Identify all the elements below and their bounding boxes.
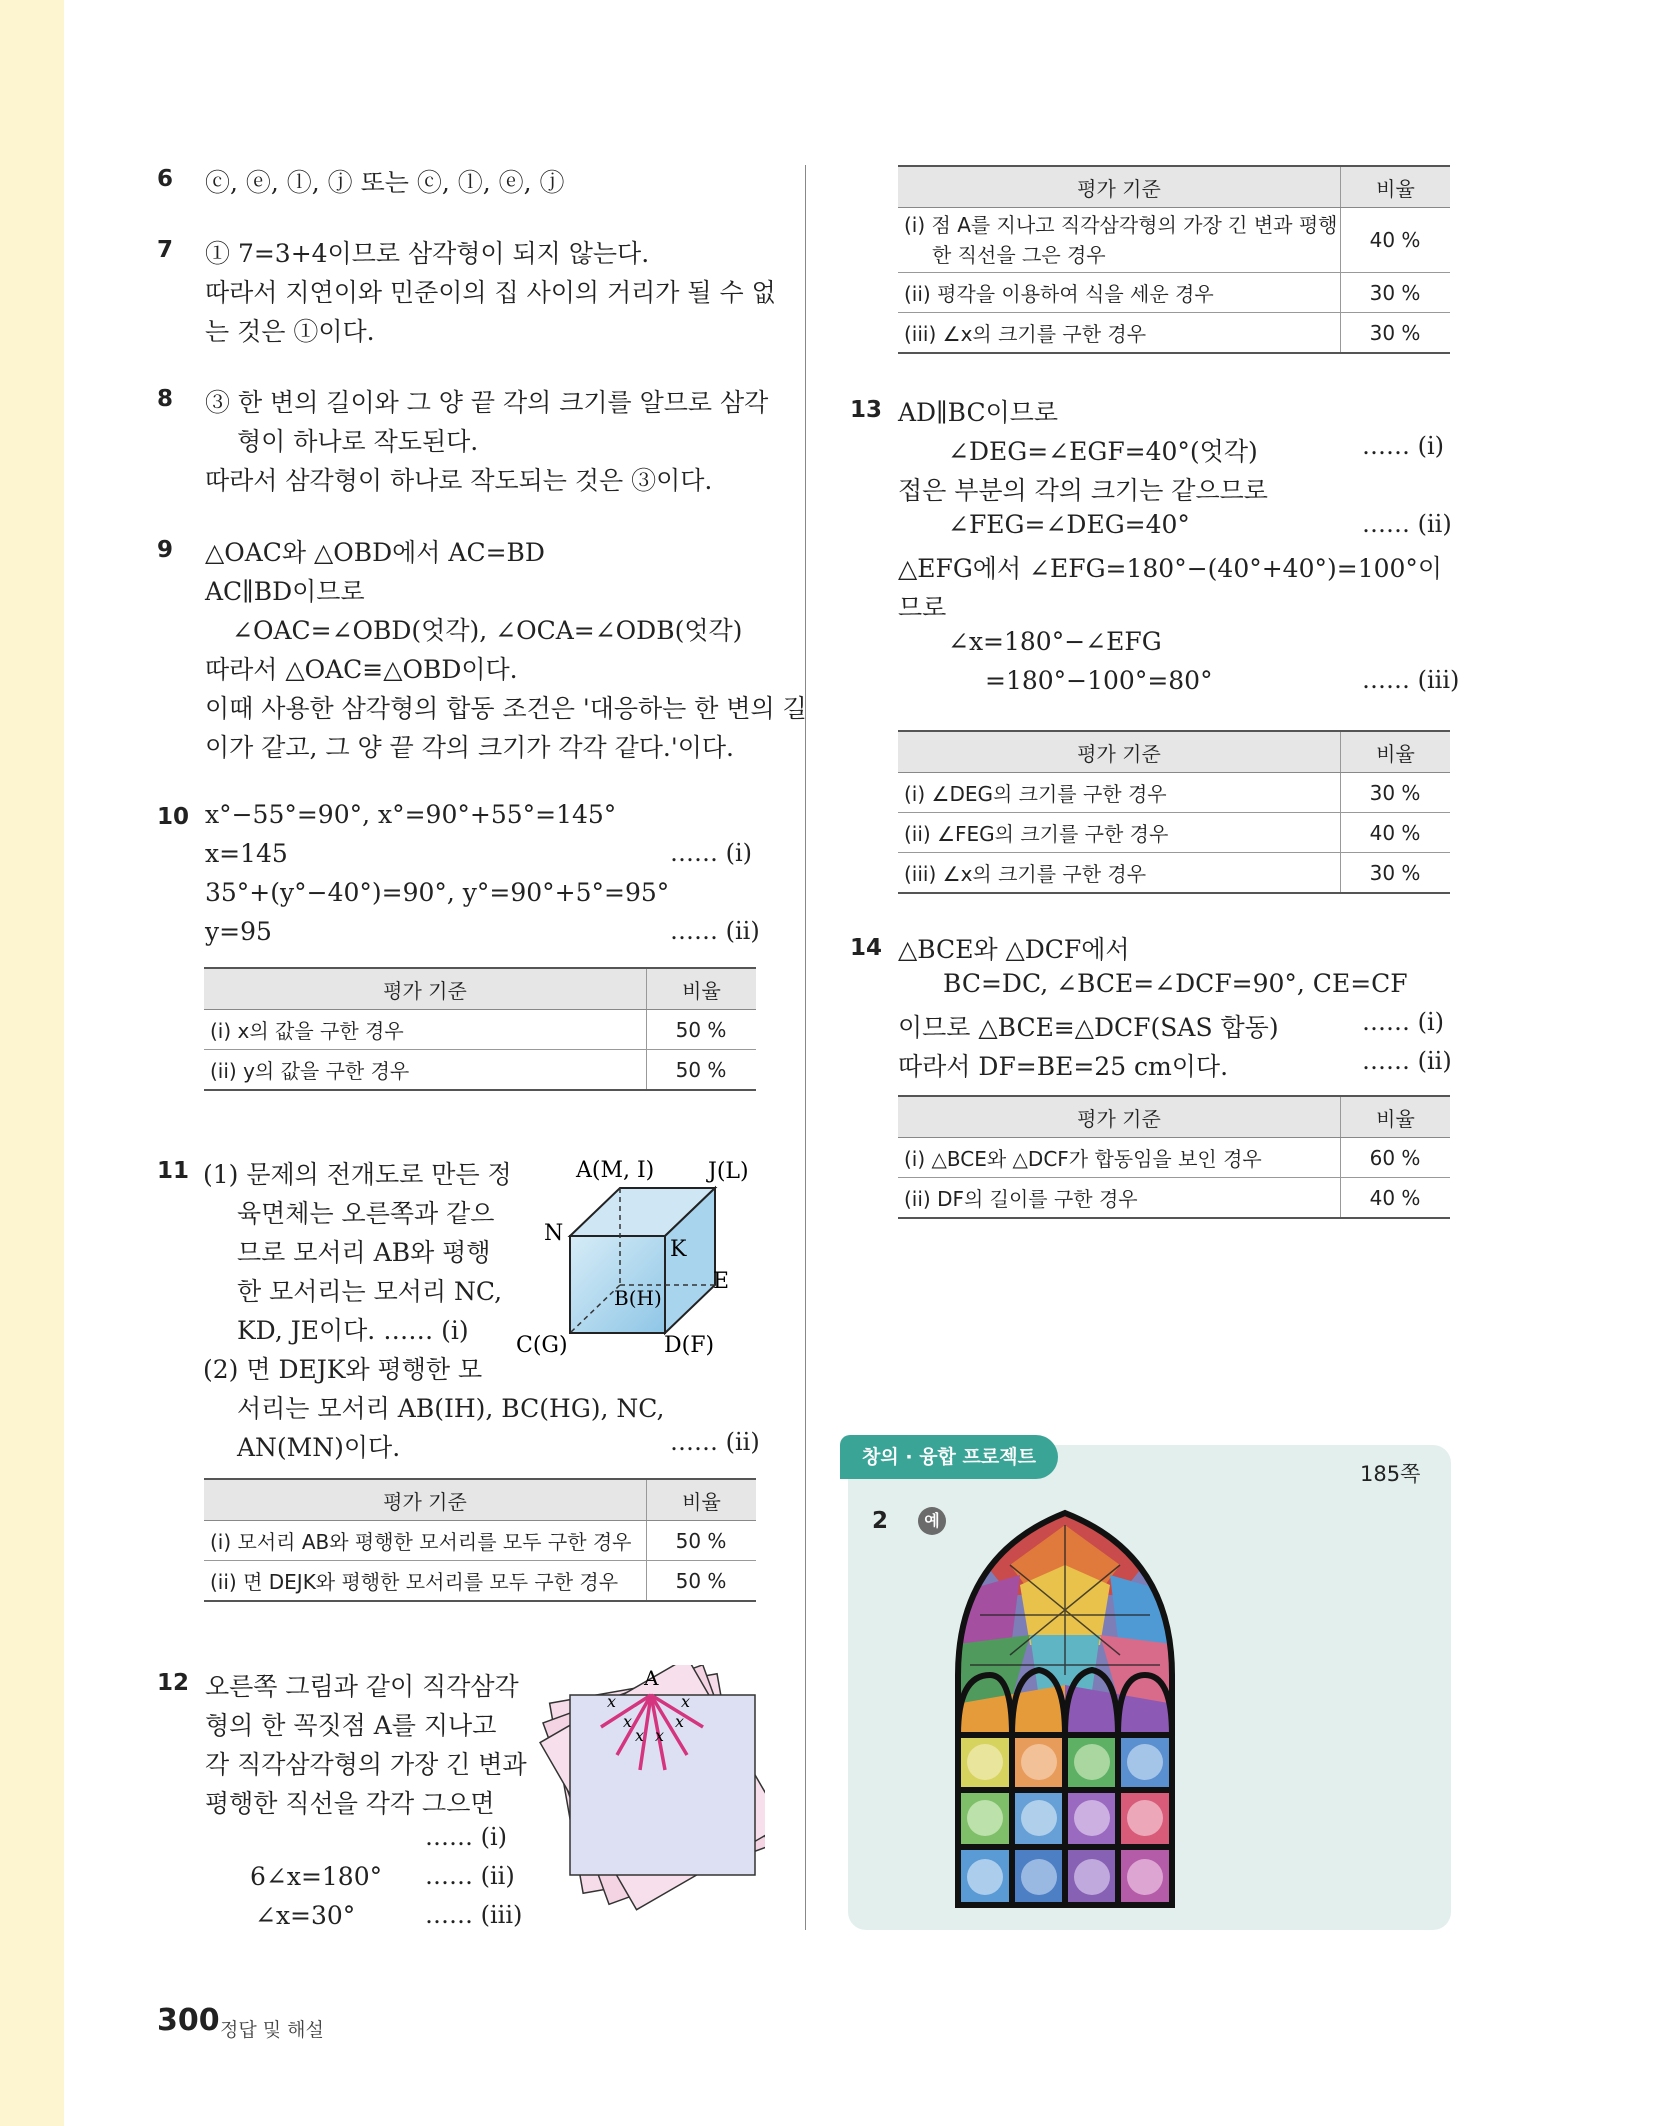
- column-divider: [805, 165, 806, 1930]
- rubric-criterion: (i) ∠DEG의 크기를 구한 경우: [898, 773, 1341, 813]
- stained-glass-window: [950, 1505, 1180, 1910]
- cube-label: C(G): [516, 1333, 568, 1358]
- project-number: 2: [872, 1508, 889, 1534]
- rubric-header: 평가 기준: [898, 166, 1341, 208]
- page-margin-band: [0, 0, 64, 2126]
- q7-line: 는 것은 ①이다.: [205, 317, 375, 346]
- page-label: 정답 및 해설: [220, 2019, 324, 2041]
- q13-rubric-table: [898, 730, 1450, 894]
- q9-line: AC∥BD이므로: [205, 577, 365, 606]
- table-row: [204, 1050, 756, 1091]
- q10-rubric-table: [204, 967, 756, 1091]
- folded-paper-figure: [535, 1665, 765, 1925]
- rubric-header: 비율: [1341, 1096, 1451, 1138]
- q11-number: 11: [157, 1158, 190, 1184]
- q14-number: 14: [850, 935, 883, 961]
- project-tab: 창의 · 융합 프로젝트: [840, 1435, 1058, 1479]
- q13-line: △EFG에서 ∠EFG=180°−(40°+40°)=100°이: [898, 554, 1443, 583]
- rubric-criterion: 한 직선을 그은 경우: [932, 243, 1106, 267]
- q9-line: 이때 사용한 삼각형의 합동 조건은 '대응하는 한 변의 길: [205, 694, 807, 723]
- table-row: [898, 773, 1450, 813]
- table-row: [204, 1561, 756, 1602]
- rubric-ratio: 60 %: [1341, 1138, 1451, 1178]
- q7-number: 7: [157, 237, 174, 263]
- rubric-header: 평가 기준: [898, 731, 1341, 773]
- q10-line: 35°+(y°−40°)=90°, y°=90°+5°=95°: [205, 878, 670, 907]
- q11-mark: …… (ii): [670, 1428, 760, 1456]
- q12-line: 형의 한 꼭짓점 A를 지나고: [205, 1711, 497, 1740]
- q8-line: 따라서 삼각형이 하나로 작도되는 것은 ③이다.: [205, 466, 713, 495]
- rubric-criterion: (ii) 면 DEJK와 평행한 모서리를 모두 구한 경우: [204, 1561, 647, 1602]
- q10-mark: …… (i): [670, 839, 753, 867]
- rubric-ratio: 40 %: [1341, 813, 1451, 853]
- q12-line: 오른쪽 그림과 같이 직각삼각: [205, 1672, 519, 1701]
- cube-label: E: [713, 1269, 730, 1294]
- q13-line: 므로: [898, 593, 947, 622]
- rubric-ratio: 40 %: [1341, 1178, 1451, 1219]
- rubric-criterion: (ii) DF의 길이를 구한 경우: [898, 1178, 1341, 1219]
- table-row: [898, 208, 1450, 273]
- q9-line: ∠OAC=∠OBD(엇각), ∠OCA=∠ODB(엇각): [232, 616, 743, 645]
- cube-label: K: [670, 1237, 687, 1262]
- project-page-ref: 185쪽: [1360, 1462, 1421, 1486]
- q14-mark: …… (i): [1362, 1008, 1445, 1036]
- q13-number: 13: [850, 397, 883, 423]
- angle-x-label: x: [623, 1712, 633, 1731]
- rubric-criterion: (i) △BCE와 △DCF가 합동임을 보인 경우: [898, 1138, 1341, 1178]
- table-row: [898, 813, 1450, 853]
- table-row: [898, 1138, 1450, 1178]
- q10-mark: …… (ii): [670, 917, 760, 945]
- q13-mark: …… (ii): [1362, 510, 1452, 538]
- q6-answer: ⓒ, ⓔ, ⓛ, ⓙ 또는 ⓒ, ⓛ, ⓔ, ⓙ: [205, 168, 565, 197]
- q12-mark: …… (iii): [425, 1901, 523, 1929]
- q9-line: 따라서 △OAC≡△OBD이다.: [205, 655, 518, 684]
- rubric-header: 평가 기준: [204, 1479, 647, 1521]
- q10-number: 10: [157, 804, 190, 830]
- table-row: [204, 1010, 756, 1050]
- q13-line: 접은 부분의 각의 크기는 같으므로: [898, 476, 1268, 505]
- rubric-criterion: (ii) 평각을 이용하여 식을 세운 경우: [898, 273, 1341, 313]
- q10-line: y=95: [205, 917, 272, 946]
- q11-line: KD, JE이다. …… (i): [237, 1316, 469, 1345]
- rubric-ratio: 50 %: [647, 1050, 757, 1091]
- q7-line: 따라서 지연이와 민준이의 집 사이의 거리가 될 수 없: [205, 278, 776, 307]
- angle-x-label: x: [607, 1692, 617, 1711]
- example-badge: 예: [918, 1507, 946, 1535]
- q8-number: 8: [157, 386, 174, 412]
- q11-line: 서리는 모서리 AB(IH), BC(HG), NC,: [237, 1394, 665, 1423]
- q11-line: (1) 문제의 전개도로 만든 정: [203, 1160, 512, 1189]
- q14-mark: …… (ii): [1362, 1047, 1452, 1075]
- rubric-header: 비율: [647, 968, 757, 1010]
- q7-line: ① 7=3+4이므로 삼각형이 되지 않는다.: [205, 239, 650, 268]
- table-row: [898, 1178, 1450, 1219]
- angle-x-label: x: [655, 1726, 665, 1745]
- angle-x-label: x: [675, 1712, 685, 1731]
- q12-line: 6∠x=180°: [250, 1862, 383, 1891]
- q12-line: 평행한 직선을 각각 그으면: [205, 1789, 495, 1818]
- rubric-ratio: 30 %: [1341, 773, 1451, 813]
- figure-label-a: A: [644, 1666, 659, 1690]
- q11-line: (2) 면 DEJK와 평행한 모: [203, 1355, 483, 1384]
- q6-number: 6: [157, 166, 174, 192]
- q13-mark: …… (i): [1362, 432, 1445, 460]
- rubric-ratio: 50 %: [647, 1010, 757, 1050]
- rubric-header: 평가 기준: [898, 1096, 1341, 1138]
- q9-line: 이가 같고, 그 양 끝 각의 크기가 각각 같다.'이다.: [205, 733, 734, 762]
- q11-rubric-table: [204, 1478, 756, 1602]
- rubric-ratio: 40 %: [1341, 208, 1451, 273]
- cube-figure: [510, 1150, 760, 1370]
- q14-line: 이므로 △BCE≡△DCF(SAS 합동): [898, 1013, 1279, 1042]
- q11-line: 므로 모서리 AB와 평행: [237, 1238, 491, 1267]
- q14-line: 따라서 DF=BE=25 cm이다.: [898, 1052, 1229, 1081]
- q11-line: AN(MN)이다.: [237, 1433, 401, 1462]
- angle-x-label: x: [635, 1726, 645, 1745]
- rubric-header: 비율: [1341, 731, 1451, 773]
- q12-number: 12: [157, 1670, 190, 1696]
- cube-label: A(M, I): [576, 1158, 655, 1183]
- q14-line: BC=DC, ∠BCE=∠DCF=90°, CE=CF: [943, 969, 1408, 998]
- cube-label: N: [544, 1221, 564, 1246]
- q8-line: ③ 한 변의 길이와 그 양 끝 각의 크기를 알므로 삼각: [205, 388, 769, 417]
- q13-line: AD∥BC이므로: [898, 398, 1059, 427]
- q13-mark: …… (iii): [1362, 666, 1460, 694]
- q13-line: =180°−100°=80°: [985, 666, 1213, 695]
- rubric-criterion: (i) 점 A를 지나고 직각삼각형의 가장 긴 변과 평행: [904, 213, 1338, 237]
- q14-line: △BCE와 △DCF에서: [898, 935, 1130, 964]
- table-row: [204, 1521, 756, 1561]
- rubric-header: 비율: [1341, 166, 1451, 208]
- rubric-header: 비율: [647, 1479, 757, 1521]
- rubric-criterion: (iii) ∠x의 크기를 구한 경우: [898, 313, 1341, 354]
- rubric-criterion: (ii) ∠FEG의 크기를 구한 경우: [898, 813, 1341, 853]
- q12-rubric-table: [898, 165, 1450, 354]
- q12-mark: …… (i): [425, 1823, 508, 1851]
- q9-number: 9: [157, 537, 174, 563]
- rubric-criterion: (iii) ∠x의 크기를 구한 경우: [898, 853, 1341, 894]
- table-row: [898, 273, 1450, 313]
- q13-line: ∠x=180°−∠EFG: [948, 627, 1162, 656]
- rubric-ratio: 30 %: [1341, 313, 1451, 354]
- cube-label: D(F): [664, 1333, 715, 1358]
- q8-line: 형이 하나로 작도된다.: [237, 427, 479, 456]
- rubric-ratio: 50 %: [647, 1521, 757, 1561]
- rubric-ratio: 50 %: [647, 1561, 757, 1602]
- cube-label: J(L): [708, 1159, 749, 1184]
- rubric-criterion: (i) 모서리 AB와 평행한 모서리를 모두 구한 경우: [204, 1521, 647, 1561]
- table-row: [898, 313, 1450, 354]
- q12-line: ∠x=30°: [255, 1901, 356, 1930]
- angle-x-label: x: [681, 1692, 691, 1711]
- rubric-criterion: (ii) y의 값을 구한 경우: [204, 1050, 647, 1091]
- rubric-ratio: 30 %: [1341, 273, 1451, 313]
- table-row: [898, 853, 1450, 894]
- q13-line: ∠DEG=∠EGF=40°(엇각): [948, 437, 1258, 466]
- rubric-criterion: (i) x의 값을 구한 경우: [204, 1010, 647, 1050]
- page-number: 300: [157, 2003, 220, 2038]
- q10-line: x°−55°=90°, x°=90°+55°=145°: [205, 800, 617, 829]
- rubric-ratio: 30 %: [1341, 853, 1451, 894]
- q13-line: ∠FEG=∠DEG=40°: [948, 510, 1190, 539]
- q12-mark: …… (ii): [425, 1862, 515, 1890]
- q14-rubric-table: [898, 1095, 1450, 1219]
- rubric-header: 평가 기준: [204, 968, 647, 1010]
- q9-line: △OAC와 △OBD에서 AC=BD: [205, 538, 545, 567]
- q10-line: x=145: [205, 839, 288, 868]
- cube-label: B(H): [614, 1286, 662, 1310]
- q11-line: 한 모서리는 모서리 NC,: [237, 1277, 503, 1306]
- q12-line: 각 직각삼각형의 가장 긴 변과: [205, 1750, 527, 1779]
- q11-line: 육면체는 오른쪽과 같으: [237, 1199, 495, 1228]
